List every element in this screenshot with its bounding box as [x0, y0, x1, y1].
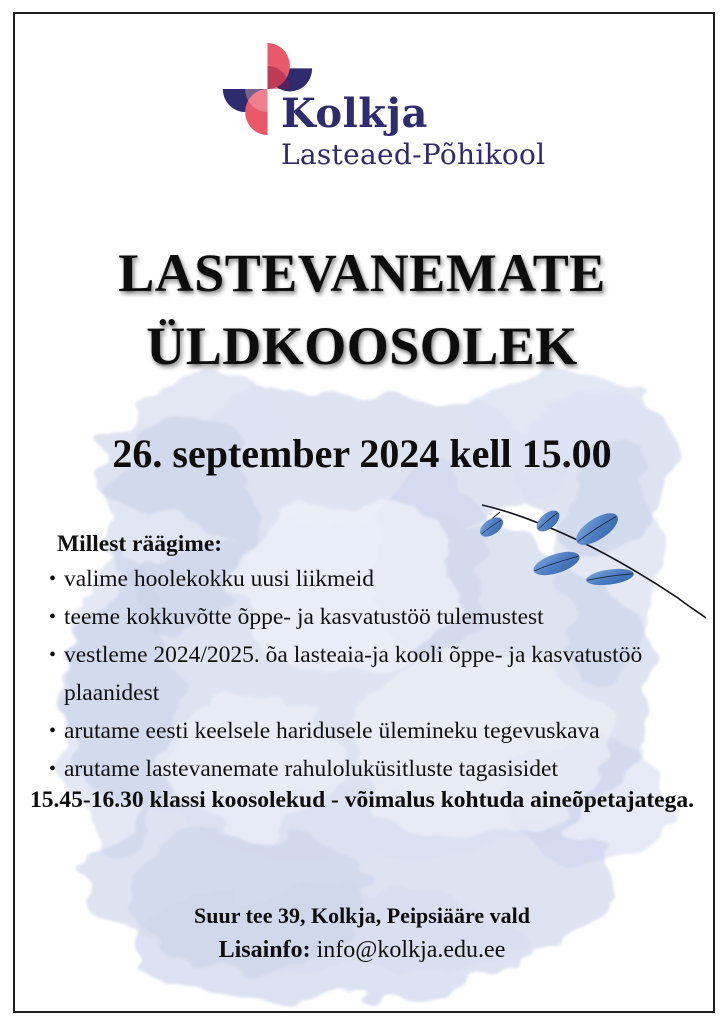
poster-title: [15, 237, 709, 383]
email-text: info@kolkja.edu.ee: [316, 937, 506, 963]
logo-wordmark: Kolkja: [281, 90, 428, 137]
event-datetime: 26. september 2024 kell 15.00: [112, 431, 612, 476]
agenda-list: [42, 560, 682, 788]
footer-address: Suur tee 39, Kolkja, Peipsiääre vald: [194, 903, 530, 928]
list-item: • arutame lastevanemate rahuloluküsitluste tagasisidet: [42, 750, 682, 788]
logo-subtitle: Lasteaed-Põhikool: [281, 138, 546, 171]
logo-text-block: [281, 90, 546, 171]
footer: [15, 899, 709, 967]
list-item: • valime hoolekokku uusi liikmeid: [42, 560, 682, 598]
footer-contact: [15, 933, 709, 967]
list-item: • vestleme 2024/2025. õa lasteaia-ja kooli õppe- ja kasvatustöö plaanidest: [42, 636, 682, 712]
lisainfo-label: Lisainfo:: [218, 937, 311, 963]
class-meetings-note: 15.45-16.30 klassi koosolekud - võimalus kohtuda aineõpetajatega.: [30, 787, 694, 813]
agenda-heading: Millest räägime:: [57, 531, 223, 557]
poster-title-line1: LASTEVANEMATE: [118, 243, 606, 303]
list-item: • teeme kokkuvõtte õppe- ja kasvatustöö tulemustest: [42, 598, 682, 636]
list-item: • arutame eesti keelsele haridusele ülemineku tegevuskava: [42, 712, 682, 750]
poster-title-line2: ÜLDKOOSOLEK: [146, 316, 578, 376]
